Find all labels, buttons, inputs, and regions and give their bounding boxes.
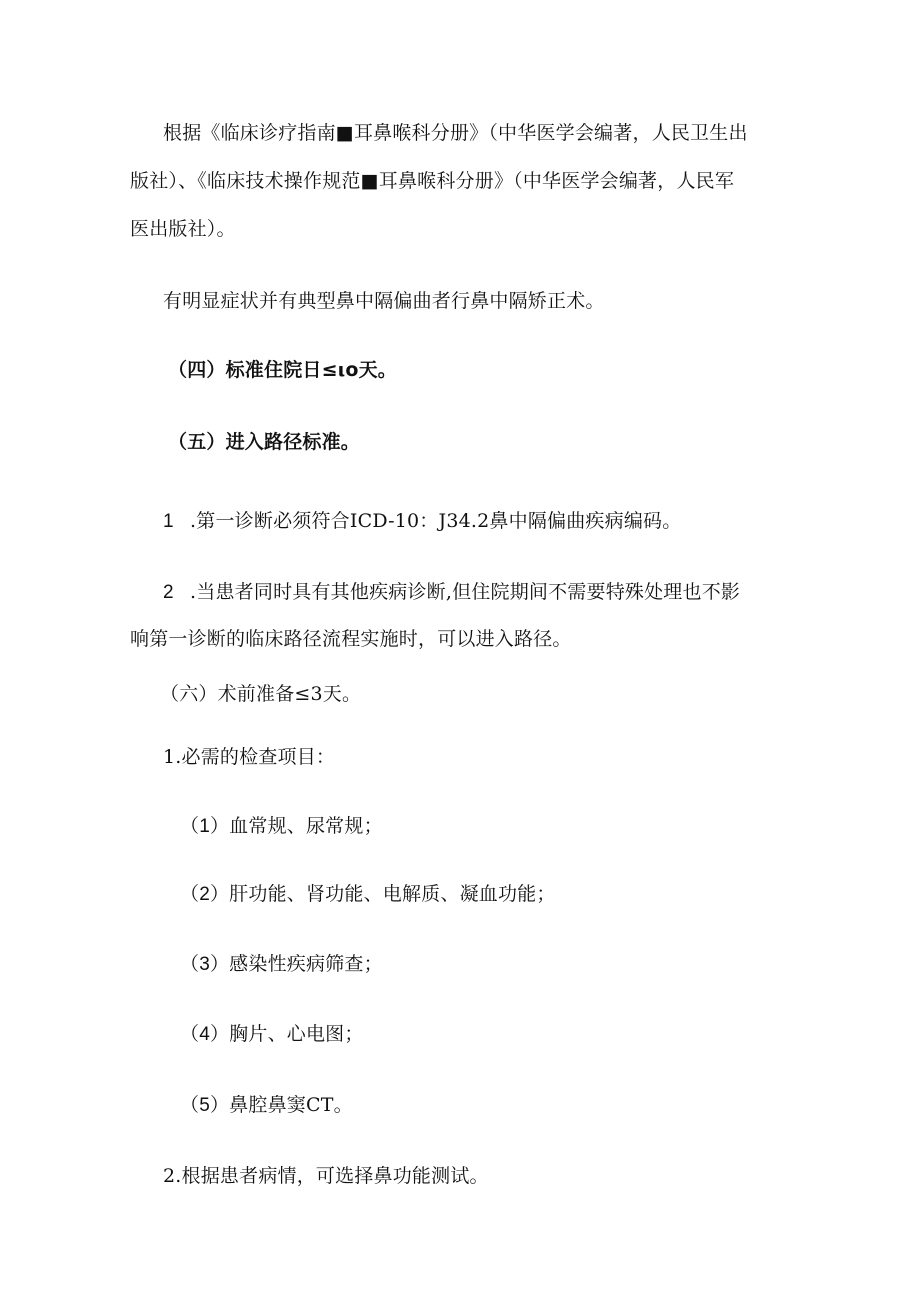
check-item-5-text: 鼻腔鼻窦CT。	[229, 1094, 353, 1116]
section-6-heading: （六）术前准备≤3天。	[160, 683, 362, 705]
section-5-heading: （五）进入路径标准。	[168, 431, 361, 453]
check-item-1	[180, 814, 383, 839]
check-item-2-text: 肝功能、肾功能、电解质、凝血功能；	[229, 883, 556, 905]
check-item-4-text: 胸片、心电图；	[229, 1023, 364, 1045]
criteria-item-2-text: .当患者同时具有其他疾病诊断,但住院期间不需要特殊处理也不影	[190, 581, 741, 603]
required-checks-title: 1.必需的检查项目：	[163, 746, 336, 768]
check-item-2-number: （2）	[180, 884, 230, 905]
basis-paragraph-line-1: 根据《临床诊疗指南■耳鼻喉科分册》（中华医学会编著，人民卫生出	[163, 122, 748, 144]
check-item-5-number: （5）	[180, 1095, 230, 1116]
check-item-4-number: （4）	[180, 1024, 230, 1045]
indication-paragraph: 有明显症状并有典型鼻中隔偏曲者行鼻中隔矫正术。	[163, 290, 605, 312]
check-item-5	[180, 1093, 353, 1118]
basis-paragraph-line-3: 医出版社）。	[130, 218, 236, 240]
basis-paragraph-line-2: 版社）、《临床技术操作规范■耳鼻喉科分册》（中华医学会编著，人民军	[130, 170, 735, 192]
check-item-3	[180, 952, 383, 977]
check-item-2	[180, 882, 556, 907]
section-4-heading: （四）标准住院日≤ιo天。	[168, 359, 397, 381]
check-item-3-text: 感染性疾病筛查；	[229, 953, 383, 975]
criteria-item-1	[163, 509, 681, 534]
criteria-item-1-text: .第一诊断必须符合ICD-10：J34.2鼻中隔偏曲疾病编码。	[190, 510, 682, 532]
criteria-item-2-line-2: 响第一诊断的临床路径流程实施时，可以进入路径。	[130, 628, 572, 650]
criteria-item-1-number: 1	[163, 511, 174, 532]
check-item-4	[180, 1022, 364, 1047]
check-item-3-number: （3）	[180, 954, 230, 975]
check-item-1-text: 血常规、尿常规；	[229, 815, 383, 837]
criteria-item-2-line-1	[163, 580, 740, 605]
check-item-1-number: （1）	[180, 816, 230, 837]
criteria-item-2-number: 2	[163, 582, 174, 603]
optional-checks-paragraph: 2.根据患者病情，可选择鼻功能测试。	[163, 1165, 489, 1187]
